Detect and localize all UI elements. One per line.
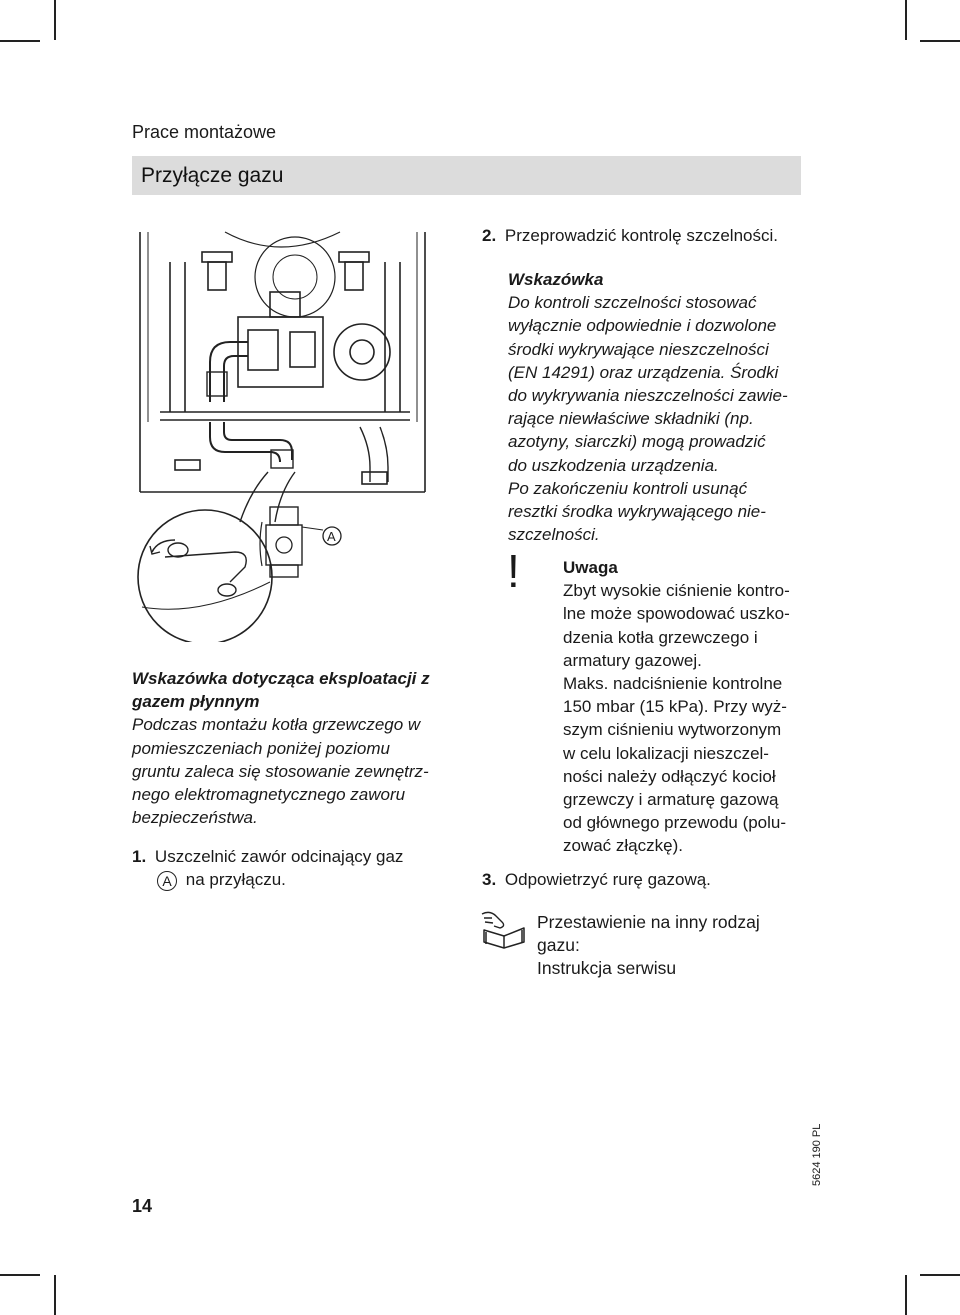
hint-block (508, 268, 808, 546)
step-text: Uszczelnić zawór odcinający gaz (154, 847, 404, 866)
reference-line: gazu: (537, 935, 580, 956)
crop-mark (54, 1275, 56, 1315)
hint-line: resztki środka wykrywającego nie- (508, 502, 766, 522)
page-number: 14 (132, 1196, 153, 1216)
warning-line: od głównego przewodu (polu- (563, 813, 787, 833)
hint-line: azotyny, siarczki) mogą prowadzić (508, 432, 766, 452)
step-number: 1. (132, 847, 147, 866)
warning-line: 150 mbar (15 kPa). Przy wyż- (563, 697, 787, 717)
warning-line: Maks. nadciśnienie kontrolne (563, 674, 783, 694)
hint-line: do uszkodzenia urządzenia. (508, 455, 719, 475)
step-2 (482, 224, 812, 247)
reference-line: Przestawienie na inny rodzaj (537, 912, 760, 932)
section-header: Prace montażowe (132, 122, 277, 142)
book-icon (478, 908, 530, 950)
step-3 (482, 868, 812, 891)
warning-line: grzewczy i armaturę gazową (563, 790, 779, 810)
step-1 (132, 845, 462, 891)
crop-mark (0, 1274, 40, 1276)
lpg-note-title-2: gazem płynnym (132, 692, 260, 712)
page-title: Przyłącze gazu (141, 164, 284, 187)
warning-line: zować złączkę). (563, 836, 683, 856)
lpg-note (132, 667, 462, 829)
step-text: Przeprowadzić kontrolę szczelności. (504, 226, 778, 245)
callout-label: A (327, 529, 336, 544)
reference-line: Instrukcja serwisu (537, 958, 677, 979)
crop-mark (920, 40, 960, 42)
lpg-note-title-1: Wskazówka dotycząca eksploatacji z (132, 669, 430, 688)
crop-mark (905, 1275, 907, 1315)
hint-line: Do kontroli szczelności stosować (508, 293, 757, 313)
step-number: 2. (482, 226, 497, 245)
warning-line: armatury gazowej. (563, 650, 702, 670)
hint-line: wyłącznie odpowiednie i dozwolone (508, 316, 777, 336)
warning-line: lne może spowodować uszko- (563, 604, 790, 624)
hint-line: szczelności. (508, 525, 600, 545)
warning-symbol: ! (507, 545, 520, 597)
hint-line: do wykrywania nieszczelności zawie- (508, 386, 788, 406)
service-reference (537, 911, 807, 981)
hint-line: (EN 14291) oraz urządzenia. Środki (508, 362, 779, 382)
lpg-note-line: nego elektromagnetycznego zaworu (132, 785, 406, 805)
warning-line: szym ciśnieniu wytworzonym (563, 720, 782, 740)
hint-line: środki wykrywające nieszczelności (508, 339, 769, 359)
crop-mark (54, 0, 56, 40)
step-text: Odpowietrzyć rurę gazową. (504, 870, 711, 889)
lpg-note-line: pomieszczeniach poniżej poziomu (132, 738, 390, 758)
step-number: 3. (482, 870, 497, 889)
hint-line: Po zakończeniu kontroli usunąć (508, 478, 748, 498)
crop-mark (0, 40, 40, 42)
lpg-note-line: bezpieczeństwa. (132, 808, 258, 828)
warning-title: Uwaga (563, 558, 618, 577)
gas-connection-illustration (130, 222, 460, 642)
lpg-note-line: Podczas montażu kotła grzewczego w (132, 715, 421, 735)
hint-title: Wskazówka (508, 270, 604, 289)
crop-mark (920, 1274, 960, 1276)
warning-line: Zbyt wysokie ciśnienie kontro- (563, 581, 790, 601)
crop-mark (905, 0, 907, 40)
warning-line: dzenia kotła grzewczego i (563, 627, 758, 647)
step-text-2: na przyłączu. (185, 870, 286, 890)
callout-ref: A (157, 871, 177, 891)
lpg-note-line: gruntu zaleca się stosowanie zewnętrz- (132, 761, 429, 781)
hint-line: rające niewłaściwe składniki (np. (508, 409, 754, 429)
warning-line: ności należy odłączyć kocioł (563, 766, 776, 786)
warning-line: w celu lokalizacji nieszczel- (563, 743, 769, 763)
doc-code: 5624 190 PL (811, 1123, 823, 1186)
title-bar (132, 156, 801, 195)
warning-block (563, 556, 813, 858)
